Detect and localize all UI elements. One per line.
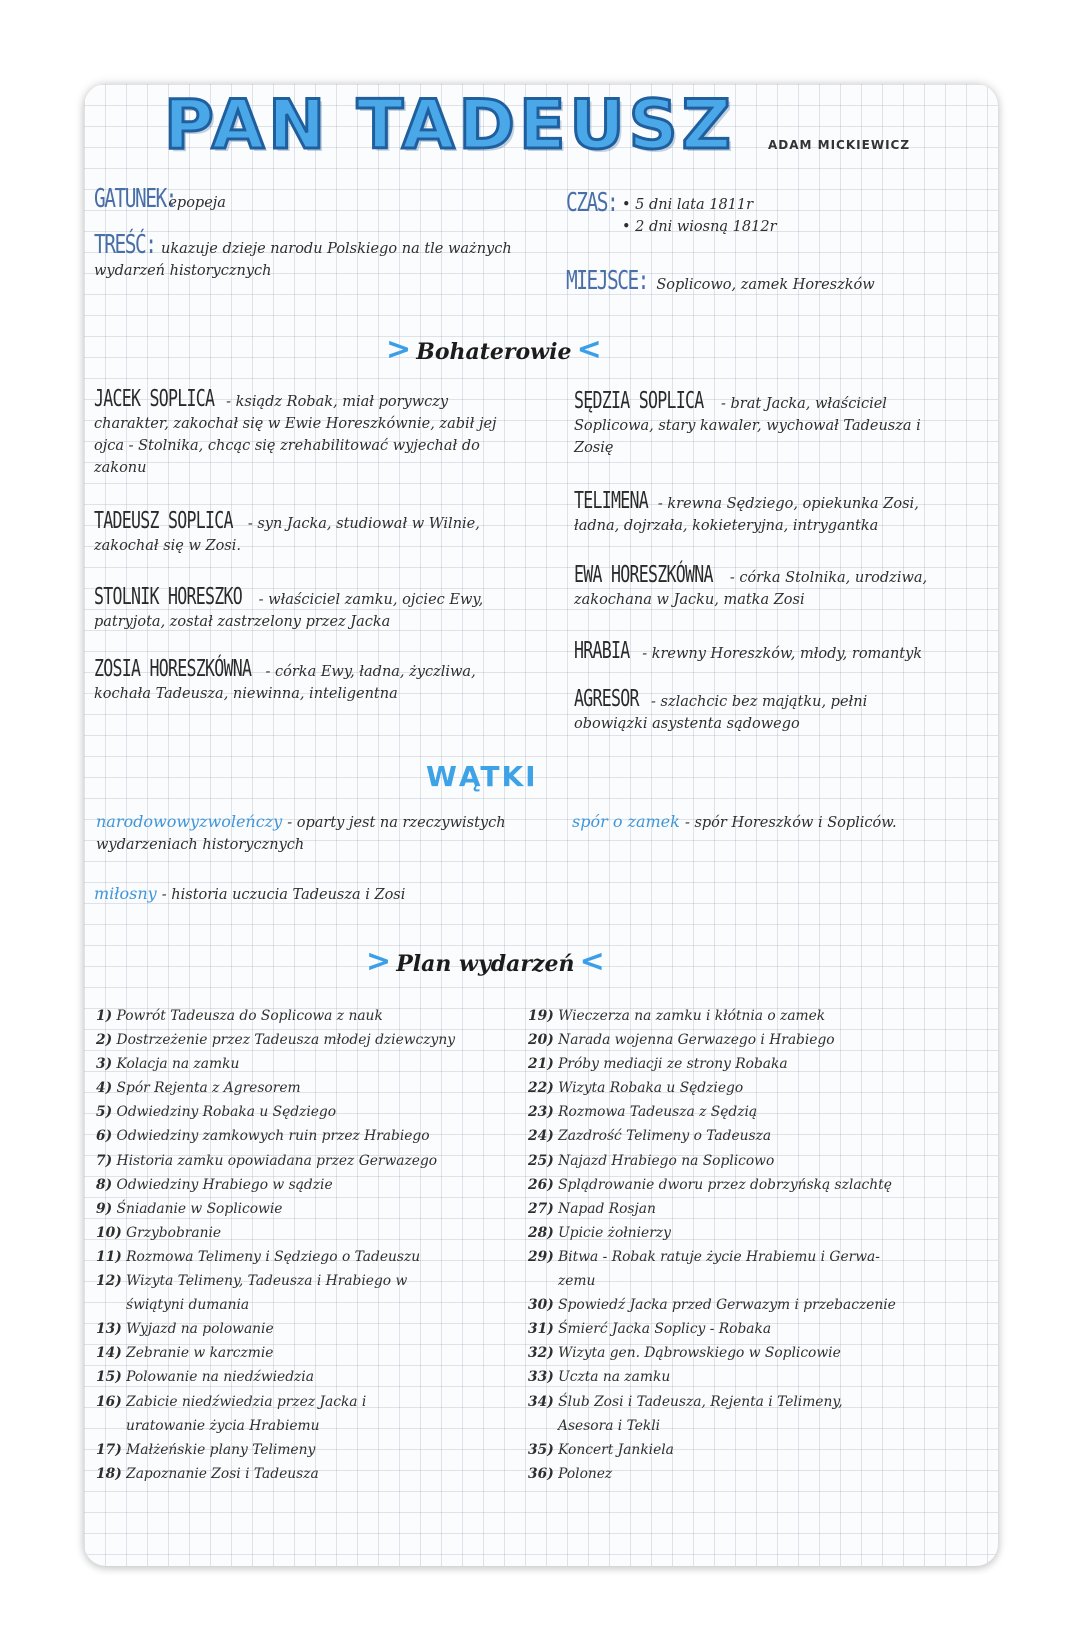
watki-heading: WĄTKI: [426, 760, 538, 793]
gatunek-section: [94, 184, 564, 214]
list-item: 6) Odwiedziny zamkowych ruin przez Hrabiego: [96, 1128, 430, 1145]
character-jacek: JACEK SOPLICA - ksiądz Robak, miał porywczy charakter, zakochał się w Ewie Horeszkównie, zabił jej ojca - Stolnika, chcąc się zrehabilitować wyjechał do zakonu: [94, 386, 497, 476]
character-telimena: TELIMENA - krewna Sędziego, opiekunka Zosi, ładna, dojrzała, kokieteryjna, intrygantka: [574, 488, 919, 534]
list-item: 4) Spór Rejenta z Agresorem: [96, 1080, 301, 1097]
list-item-continuation: świątyni dumania: [126, 1297, 250, 1314]
character-zosia: ZOSIA HORESZKÓWNA - córka Ewy, ładna, życzliwa, kochała Tadeusza, niewinna, inteligentna: [94, 656, 476, 702]
page-title: PAN TADEUSZ: [164, 86, 735, 165]
list-item-continuation: uratowanie życia Hrabiemu: [126, 1417, 320, 1434]
tresc-label: TREŚĆ:: [94, 230, 156, 260]
gatunek-value: epopeja: [168, 195, 226, 211]
list-item: 13) Wyjazd na polowanie: [96, 1321, 274, 1338]
character-agresor: AGRESOR - szlachcic bez majątku, pełni obowiązki asystenta sądowego: [574, 686, 868, 732]
character-ewa: EWA HORESZKÓWNA - córka Stolnika, urodziwa, zakochana w Jacku, matka Zosi: [574, 562, 928, 608]
events-list-right: [528, 1004, 948, 1486]
list-item: 15) Polowanie na niedźwiedzia: [96, 1369, 314, 1386]
character-stolnik: STOLNIK HORESZKO - właściciel zamku, ojciec Ewy, patryjota, został zastrzelony przez Jacka: [94, 584, 484, 630]
list-item: 21) Próby mediacji ze strony Robaka: [528, 1056, 788, 1073]
list-item: 24) Zazdrość Telimeny o Tadeusza: [528, 1128, 772, 1145]
tresc-section: [94, 230, 514, 282]
list-item: • 2 dni wiosną 1812r: [622, 219, 777, 235]
character-hrabia: HRABIA - krewny Horeszków, młody, romantyk: [574, 638, 923, 664]
list-item: 25) Najazd Hrabiego na Soplicowo: [528, 1152, 775, 1169]
list-item: 32) Wizyta gen. Dąbrowskiego w Soplicowie: [528, 1345, 841, 1362]
miejsce-section: [566, 266, 986, 296]
character-sedzia: SĘDZIA SOPLICA - brat Jacka, właściciel Soplicowa, stary kawaler, wychował Tadeusza i Zosię: [574, 388, 921, 456]
list-item: 5) Odwiedziny Robaka u Sędziego: [96, 1104, 337, 1121]
events-list-left: [96, 1004, 516, 1486]
list-item: 1) Powrót Tadeusza do Soplicowa z nauk: [96, 1008, 383, 1024]
list-item: 29) Bitwa - Robak ratuje życie Hrabiemu i Gerwa-: [528, 1248, 880, 1265]
list-item: 26) Splądrowanie dworu przez dobrzyńską szlachtę: [528, 1176, 892, 1193]
list-item: 34) Ślub Zosi i Tadeusza, Rejenta i Telimeny,: [528, 1393, 843, 1410]
czas-list: [622, 194, 842, 238]
miejsce-label: MIEJSCE:: [566, 266, 648, 296]
list-item: 36) Polonez: [528, 1465, 613, 1482]
watek-narodowowyzwolenczy: narodowowyzwoleńczy - oparty jest na rzeczywistych wydarzeniach historycznych: [96, 812, 506, 853]
author: ADAM MICKIEWICZ: [768, 138, 911, 152]
arrow-right-icon: >: [366, 944, 392, 979]
list-item: 14) Zebranie w karczmie: [96, 1345, 274, 1362]
list-item: 33) Uczta na zamku: [528, 1369, 671, 1386]
list-item: 27) Napad Rosjan: [528, 1200, 656, 1217]
bohaterowie-heading: > Bohaterowie <: [386, 332, 602, 367]
list-item: 22) Wizyta Robaka u Sędziego: [528, 1080, 744, 1097]
notebook-page: [84, 84, 998, 1566]
list-item: 35) Koncert Jankiela: [528, 1441, 674, 1458]
list-item: 19) Wieczerza na zamku i kłótnia o zamek: [528, 1008, 826, 1024]
list-item: 2) Dostrzeżenie przez Tadeusza młodej dziewczyny: [96, 1032, 456, 1049]
czas-section: [566, 188, 866, 235]
arrow-right-icon: >: [386, 332, 412, 367]
list-item: 18) Zapoznanie Zosi i Tadeusza: [96, 1465, 319, 1482]
list-item: 31) Śmierć Jacka Soplicy - Robaka: [528, 1321, 772, 1338]
list-item: 9) Śniadanie w Soplicowie: [96, 1200, 283, 1217]
list-item: 17) Małżeńskie plany Telimeny: [96, 1441, 316, 1458]
character-tadeusz: TADEUSZ SOPLICA - syn Jacka, studiował w Wilnie, zakochał się w Zosi.: [94, 508, 480, 554]
czas-label: CZAS:: [566, 188, 618, 218]
list-item: 8) Odwiedziny Hrabiego w sądzie: [96, 1176, 333, 1193]
list-item: 11) Rozmowa Telimeny i Sędziego o Tadeuszu: [96, 1248, 421, 1265]
plan-heading: > Plan wydarzeń <: [366, 944, 605, 979]
list-item: 12) Wizyta Telimeny, Tadeusza i Hrabiego w: [96, 1273, 408, 1290]
watek-milosny: miłosny - historia uczucia Tadeusza i Zosi: [94, 884, 406, 903]
arrow-left-icon: <: [579, 944, 605, 979]
watek-spor-o-zamek: spór o zamek - spór Horeszków i Sopliców.: [572, 812, 897, 831]
list-item: 3) Kolacja na zamku: [96, 1056, 240, 1073]
list-item-continuation: zemu: [558, 1273, 596, 1290]
list-item-continuation: Asesora i Tekli: [558, 1417, 661, 1434]
list-item: 23) Rozmowa Tadeusza z Sędzią: [528, 1104, 758, 1121]
list-item: 10) Grzybobranie: [96, 1224, 222, 1241]
list-item: 20) Narada wojenna Gerwazego i Hrabiego: [528, 1032, 835, 1049]
list-item: • 5 dni lata 1811r: [622, 197, 754, 213]
miejsce-value: Soplicowo, zamek Horeszków: [656, 277, 875, 293]
tresc-value: ukazuje dzieje narodu Polskiego na tle ważnych wydarzeń historycznych: [94, 241, 512, 279]
arrow-left-icon: <: [576, 332, 602, 367]
list-item: 28) Upicie żołnierzy: [528, 1224, 671, 1241]
list-item: 16) Zabicie niedźwiedzia przez Jacka i: [96, 1393, 367, 1410]
list-item: 7) Historia zamku opowiadana przez Gerwazego: [96, 1152, 438, 1169]
list-item: 30) Spowiedź Jacka przed Gerwazym i przebaczenie: [528, 1297, 896, 1314]
gatunek-label: GATUNEK:: [94, 184, 176, 214]
